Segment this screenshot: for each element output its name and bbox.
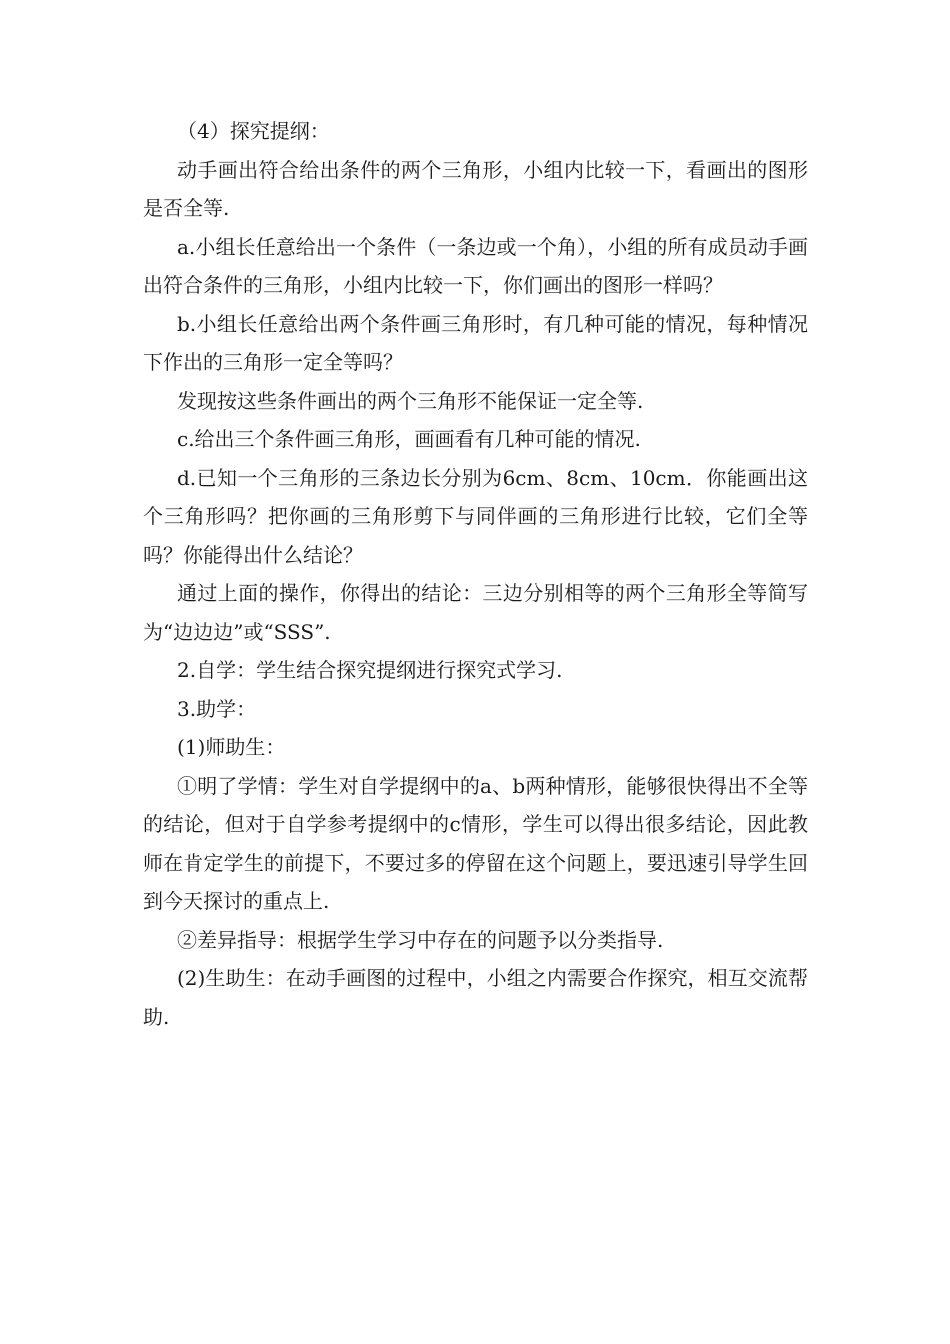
paragraph-finding: 发现按这些条件画出的两个三角形不能保证一定全等. — [177, 388, 644, 413]
paragraph-instruction: 动手画出符合给出条件的两个三角形，小组内比较一下，看画出的图形是否全等. — [143, 157, 808, 220]
paragraph-item-a: a.小组长任意给出一个条件（一条边或一个角），小组的所有成员动手画出符合条件的三角形，小组内比较一下，你们画出的图形一样吗？ — [143, 234, 808, 297]
paragraph-item-d: d.已知一个三角形的三条边长分别为6cm、8cm、10cm．你能画出这个三角形吗？把你画的三角形剪下与同伴画的三角形进行比较，它们全等吗？你能得出什么结论？ — [143, 465, 808, 567]
paragraph-teacher-helps: (1)师助生： — [177, 735, 286, 759]
paragraph-student-helps: (2)生助生：在动手画图的过程中，小组之内需要合作探究，相互交流帮助. — [143, 966, 808, 1029]
section-heading-outline: （4）探究提纲： — [177, 119, 330, 143]
paragraph-self-study: 2.自学：学生结合探究提纲进行探究式学习. — [177, 658, 563, 682]
paragraph-assist-heading: 3.助学： — [177, 696, 257, 721]
document-body — [143, 112, 808, 1036]
paragraph-conclusion: 通过上面的操作，你得出的结论：三边分别相等的两个三角形全等简写为“边边边”或“SSS”. — [143, 581, 808, 644]
paragraph-item-b: b.小组长任意给出两个条件画三角形时，有几种可能的情况，每种情况下作出的三角形一定全等吗？ — [143, 311, 808, 374]
paragraph-learning-status: ①明了学情：学生对自学提纲中的a、b两种情形，能够很快得出不全等的结论，但对于自学参考提纲中的c情形，学生可以得出很多结论，因此教师在肯定学生的前提下，不要过多的停留在这个问题上，要迅速引导学生回到今天探讨的重点上. — [143, 773, 808, 913]
paragraph-item-c: c.给出三个条件画三角形，画画看有几种可能的情况. — [177, 427, 641, 451]
paragraph-differentiated-guidance: ②差异指导：根据学生学习中存在的问题予以分类指导. — [177, 927, 664, 952]
